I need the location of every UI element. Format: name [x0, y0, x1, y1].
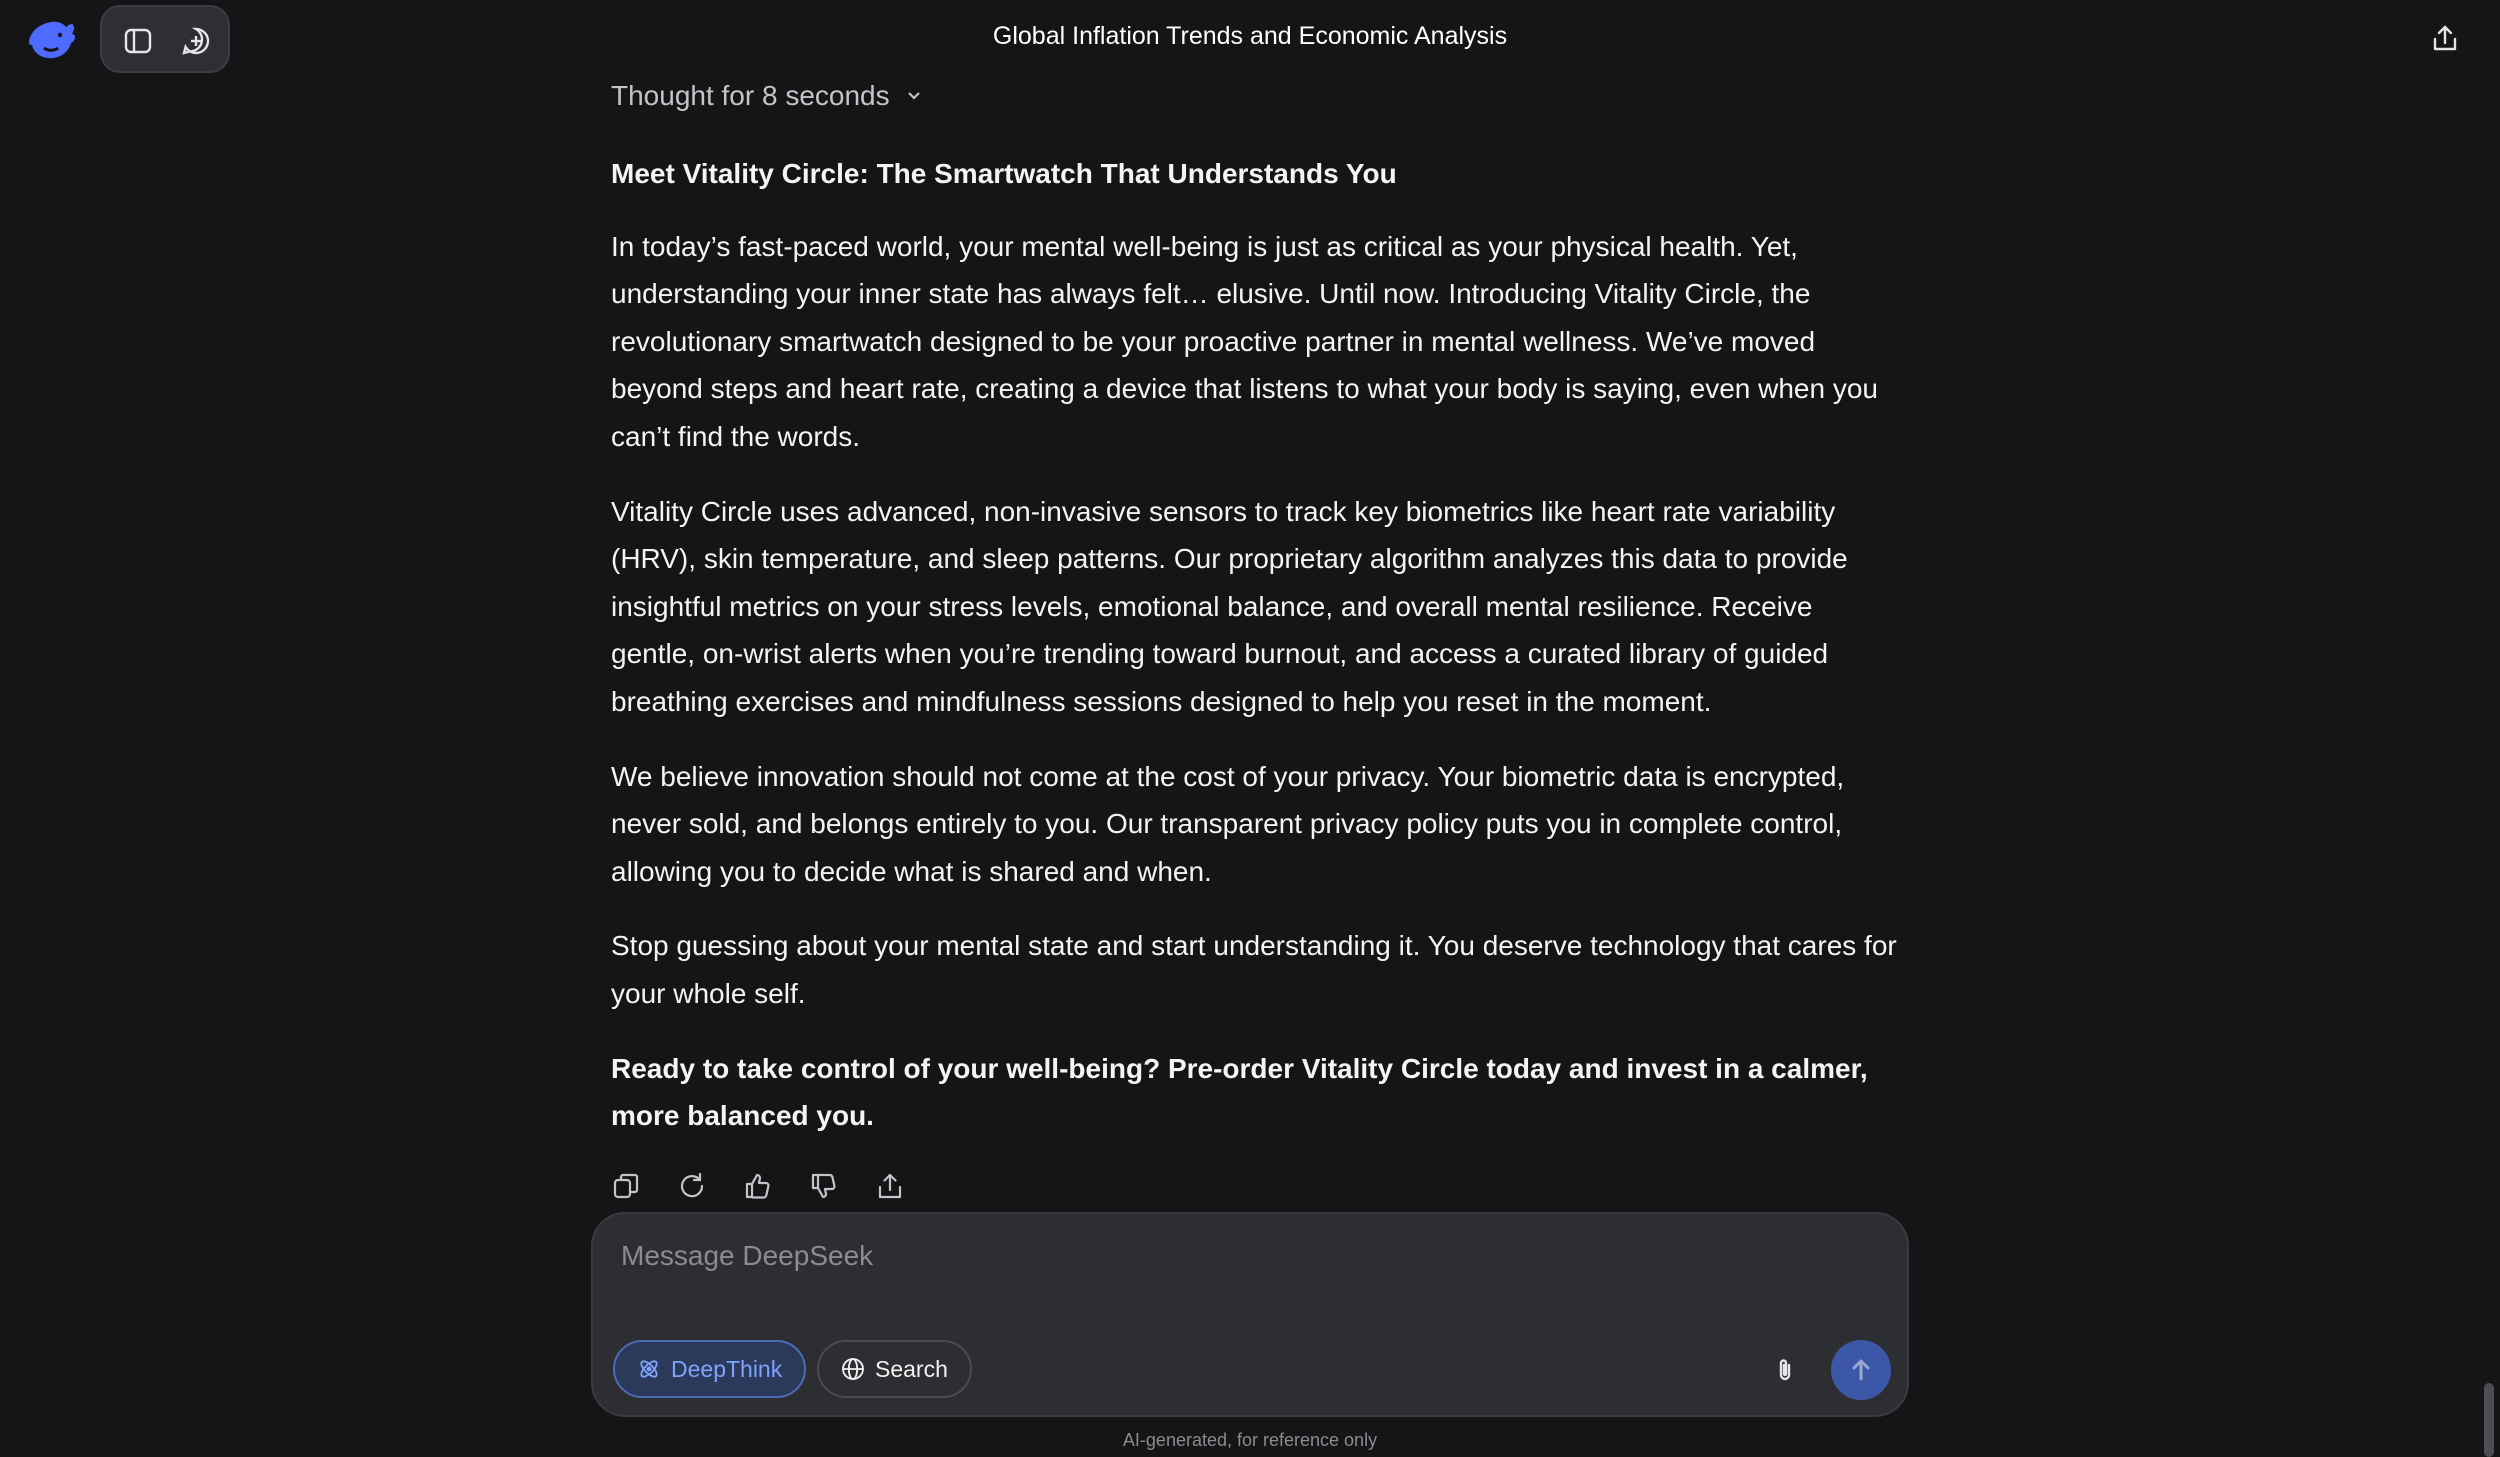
message-input[interactable]	[621, 1240, 1821, 1300]
deepthink-label: DeepThink	[671, 1355, 783, 1382]
message-paragraph: Vitality Circle uses advanced, non-invasive sensors to track key biometrics like heart rate variability (HRV), skin temperature, and sleep patterns. Our proprietary algorithm analyzes this data to provide insightful metrics on your stress levels, emotional balance, and overall mental resilience. Receive gentle, on-wrist alerts when you’re trending toward burnout, and access a curated library of guided breathing exercises and mindfulness sessions designed to help you reset in the moment.	[611, 495, 1848, 717]
message-paragraph: We believe innovation should not come at the cost of your privacy. Your biometric data is encrypted, never sold, and belongs entirely to you. Our transparent privacy policy puts you in complete control, allowing you to decide what is shared and when.	[611, 760, 1845, 887]
message-actions	[608, 1168, 908, 1204]
thought-toggle[interactable]	[611, 78, 924, 114]
assistant-message	[611, 150, 1901, 1167]
top-bar	[0, 0, 2500, 78]
message-closing: Ready to take control of your well-being? Pre-order Vitality Circle today and invest in a calmer, more balanced you.	[611, 1052, 1868, 1132]
regenerate-icon[interactable]	[674, 1168, 710, 1204]
share-message-icon[interactable]	[872, 1168, 908, 1204]
message-paragraph: In today’s fast-paced world, your mental well-being is just as critical as your physical health. Yet, understanding your inner state has always felt… elusive. Until now. Introducing Vitality Circle, the revolutionary smartwatch designed to be your proactive partner in mental wellness. We’ve moved beyond steps and heart rate, creating a device that listens to what your body is saying, even when you can’t find the words.	[611, 230, 1878, 452]
search-label: Search	[875, 1355, 948, 1382]
thought-label: Thought for 8 seconds	[611, 80, 890, 111]
message-paragraph: Stop guessing about your mental state and start understanding it. You deserve technology that cares for your whole self.	[611, 930, 1897, 1009]
search-toggle[interactable]	[817, 1340, 972, 1398]
message-heading: Meet Vitality Circle: The Smartwatch That Understands You	[611, 158, 1397, 189]
attach-icon[interactable]	[1767, 1352, 1803, 1388]
message-composer	[591, 1212, 1909, 1417]
copy-icon[interactable]	[608, 1168, 644, 1204]
send-button[interactable]	[1831, 1340, 1891, 1400]
deepthink-toggle[interactable]	[613, 1340, 806, 1398]
chevron-down-icon	[904, 86, 924, 106]
conversation-title: Global Inflation Trends and Economic Analysis	[992, 22, 1508, 50]
thumbs-down-icon[interactable]	[806, 1168, 842, 1204]
atom-icon	[637, 1357, 661, 1381]
ai-disclaimer: AI-generated, for reference only	[1122, 1430, 1378, 1450]
scrollbar-thumb[interactable]	[2484, 1383, 2494, 1457]
globe-icon	[841, 1357, 865, 1381]
thumbs-up-icon[interactable]	[740, 1168, 776, 1204]
arrow-up-icon	[1847, 1356, 1875, 1384]
share-icon[interactable]	[2426, 20, 2464, 58]
